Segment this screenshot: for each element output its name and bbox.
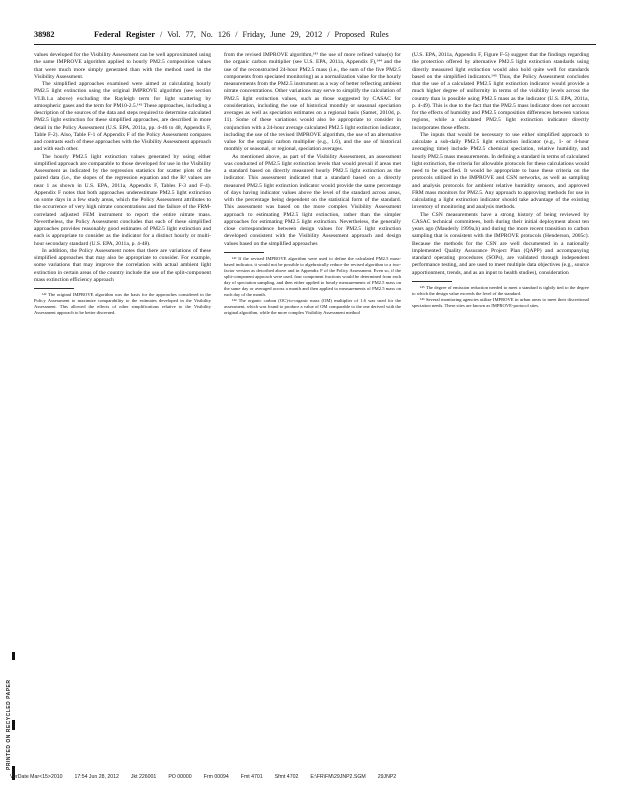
margin-bar	[12, 652, 15, 660]
paragraph: (U.S. EPA, 2011a, Appendix F, Figure F-5) suggest that the findings regarding the protection offered by alternative PM2.5 light extinction standards using directly measured light extinction would also hold quite well for standards based on the simplified indicators.¹⁴⁵ Thus, the Policy Assessment concludes that the use of a calculated PM2.5 light extinction indicator would provide a much higher degree of uniformity in terms of the visibility levels across the country than is possible using PM2.5 mass as the indicator (U.S. EPA, 2011a, p. 4-49). This is due to the fact that the PM2.5 mass indicator does not account for the effects of humidity and PM2.5 composition differences between various regions, while a calculated PM2.5 light extinction indicator directly incorporates those effects.	[412, 52, 589, 131]
footer-item: 29JNP2	[377, 774, 397, 780]
footnote: ¹⁴³ If the revised IMPROVE algorithm were used to define the calculated PM2.5 mass-based indicator, it would not be possible to algebraically reduce the revised algorithm to a two-factor version as described above and in Appendix F of the Policy Assessment. Even so, if the split-component approach were used, four component fractions would be determined from each day of speciation sampling, and then either applied to hourly measurements of PM2.5 mass on the same day or averaged across a month and then applied to measurements of PM2.5 mass on each day of the month.	[224, 255, 401, 297]
footer-item: Fmt 4701	[240, 774, 263, 780]
column-2	[224, 52, 401, 724]
paragraph: The hourly PM2.5 light extinction values generated by using either simplified approach are comparable to those developed for use in the Visibility Assessment as indicated by the regression statistics for scatter plots of the paired data (i.e., the slopes of the regression equation and the R² values are near 1 as shown in U.S. EPA, 2011a, Appendix F, Tables F-3 and F-4). Appendix F notes that both approaches underestimate PM2.5 light extinction on some days in a few study areas, which the Policy Assessment attributes to the occurrence of very high nitrate concentrations and the failure of the FRM-correlated adjusted FEM instrument to report the entire nitrate mass. Nevertheless, the Policy Assessment concludes that each of these simplified approaches provides reasonably good estimates of PM2.5 light extinction and each is appropriate to consider as the indicator for a distinct hourly or multi-hour secondary standard (U.S. EPA, 2011a, p. 4-48).	[34, 153, 211, 247]
paragraph: from the revised IMPROVE algorithm,¹⁴³ the use of more refined value(s) for the organic carbon multiplier (see U.S. EPA, 2011a, Appendix F),¹⁴⁴ and the use of the reconstructed 24-hour PM2.5 mass (i.e., the sum of the five PM2.5 components from speciated monitoring) as a normalization value for the hourly measurements from the PM2.5 instrument as a way of better reflecting ambient nitrate concentrations. Other variations may serve to simplify the calculation of PM2.5 light extinction values, such as those suggested by CASAC for consideration, including the use of historical monthly or seasonal speciation averages as well as speciation estimates on a regional basis (Samet, 2010d, p. 11). Some of these variations would also be appropriate to consider in conjunction with a 24-hour average calculated PM2.5 light extinction indicator, including the use of the revised IMPROVE algorithm, the use of an alternative value for the organic carbon multiplier (e.g., 1.6), and the use of historical monthly or seasonal, or regional, speciation averages.	[224, 52, 401, 153]
footer-item: E:\FR\FM\29JNP2.SGM	[310, 774, 366, 780]
footnote-rule	[34, 288, 74, 289]
footer-item: 17:54 Jun 28, 2012	[74, 774, 119, 780]
recycled-paper-notice: PRINTED ON RECYCLED PAPER	[6, 679, 12, 770]
footnote: ¹⁴⁶ Several monitoring agencies utilize IMPROVE in urban areas to meet their discretional speciation needs. These sites are known as IMPROVE-protocol sites.	[412, 296, 589, 308]
footnote: ¹⁴⁵ The degree of emission reduction needed to meet a standard is tightly tied to the degree to which the design value exceeds the level of the standard.	[412, 284, 589, 296]
paragraph: The simplified approaches examined were aimed at calculating hourly PM2.5 light extinction using the original IMPROVE algorithm (see section VI.B.1.a above) excluding the Rayleigh term for light scattering by atmospheric gases and the term for PM10-2.5.¹⁴² These approaches, including a description of the sources of the data and steps required to determine calculated PM2.5 light extinction for these simplified approaches, are described in more detail in the Policy Assessment (U.S. EPA, 2011a, pp. 4-46 to 48, Appendix F, Table F-2). Also, Table F-1 of Appendix F of the Policy Assessment compares and contrasts each of these approaches with the Visibility Assessment approach and with each other.	[34, 81, 211, 153]
footer-item: Frm 00094	[203, 774, 229, 780]
issue-details: / Vol. 77, No. 126 / Friday, June 29, 2012 / Proposed Rules	[160, 30, 389, 39]
footer-item: Sfmt 4702	[274, 774, 299, 780]
column-1	[34, 52, 211, 724]
column-3	[412, 52, 589, 724]
paragraph: In addition, the Policy Assessment notes that there are variations of these simplified approaches that may also be appropriate to consider. For example, some variations that may improve the correlation with actual ambient light extinction in certain areas of the country include the use of the split-component mass extinction efficiency approach	[34, 247, 211, 283]
footnote: ¹⁴⁴ The organic carbon (OC)-to-organic mass (OM) multiplier of 1.6 was used for the assessment, which was found to produce a value of OM comparable to the one derived with the original algorithm, while the more complex Visibility Assessment method	[224, 297, 401, 315]
header-rule	[34, 44, 596, 45]
paragraph: The inputs that would be necessary to use either simplified approach to calculate a sub-daily PM2.5 light extinction indicator (e.g., 1- or 4-hour averaging time) include PM2.5 chemical speciation, relative humidity, and hourly PM2.5 mass measurements. In defining a standard in terms of calculated light extinction, the criteria for allowable protocols for these calculations would need to be specified. It would be appropriate to base these criteria on the protocols utilized in the IMPROVE and CSN networks, as well as sampling and analysis protocols for ambient relative humidity sensors, and approved FRM mass monitors for PM2.5. Any approach to approving methods for use in calculating a light extinction indicator should take advantage of the existing inventory of monitoring and analysis methods.	[412, 131, 589, 211]
paragraph: The CSN measurements have a strong history of being reviewed by CASAC technical committees, both during their initial deployment about ten years ago (Mauderly 1999a,b) and during the more recent transition to carbon sampling that is consistent with the IMPROVE protocols (Henderson, 2005c). Because the methods for the CSN are well documented in a nationally implemented Quality Assurance Project Plan (QAPP) and accompanying standard operating procedures (SOPs), are validated through independent performance testing, and are used to meet multiple data objectives (e.g., source apportionment, trends, and as an input to health studies), consideration	[412, 211, 589, 276]
footer-item: PO 00000	[168, 774, 192, 780]
page-header	[34, 30, 594, 42]
footer-item: Jkt 226001	[130, 774, 157, 780]
journal-name: Federal Register	[94, 30, 155, 39]
paragraph: values developed for the Visibility Assessment can be well approximated using the same IMPROVE algorithm applied to hourly PM2.5 composition values that were much more simply generated than with the method used in the Visibility Assessment.	[34, 52, 211, 80]
page-footer	[10, 774, 610, 784]
footnote: ¹⁴² The original IMPROVE algorithm was the basis for the approaches considered in the Policy Assessment to maximize comparability to the estimates developed in the Visibility Assessment. This allowed the effects of other simplifications relative to the Visibility Assessment approach to be better discerned.	[34, 292, 211, 315]
footnote-rule	[412, 281, 452, 282]
page-number: 38982	[34, 30, 55, 39]
margin-bar	[12, 720, 15, 730]
footer-item: VerDate Mar<15>2010	[10, 774, 63, 780]
footnote-rule	[224, 252, 264, 253]
paragraph: As mentioned above, as part of the Visibility Assessment, an assessment was conducted of PM2.5 light extinction levels that would prevail if areas met a standard based on directly measured hourly PM2.5 light extinction as the indicator. This assessment indicated that a standard based on a directly measured PM2.5 light extinction indicator would provide the same percentage of days having indicator values above the level of the standard across areas, with the percentage being dependent on the statistical form of the standard. This assessment was based on the more complex Visibility Assessment approach to estimating PM2.5 light extinction, rather than the simpler approaches for estimating PM2.5 light extinction. Nevertheless, the generally close correspondence between design values for PM2.5 light extinction developed consistent with the Visibility Assessment approach and design values based on the simplified approaches	[224, 153, 401, 247]
running-head	[94, 30, 594, 39]
